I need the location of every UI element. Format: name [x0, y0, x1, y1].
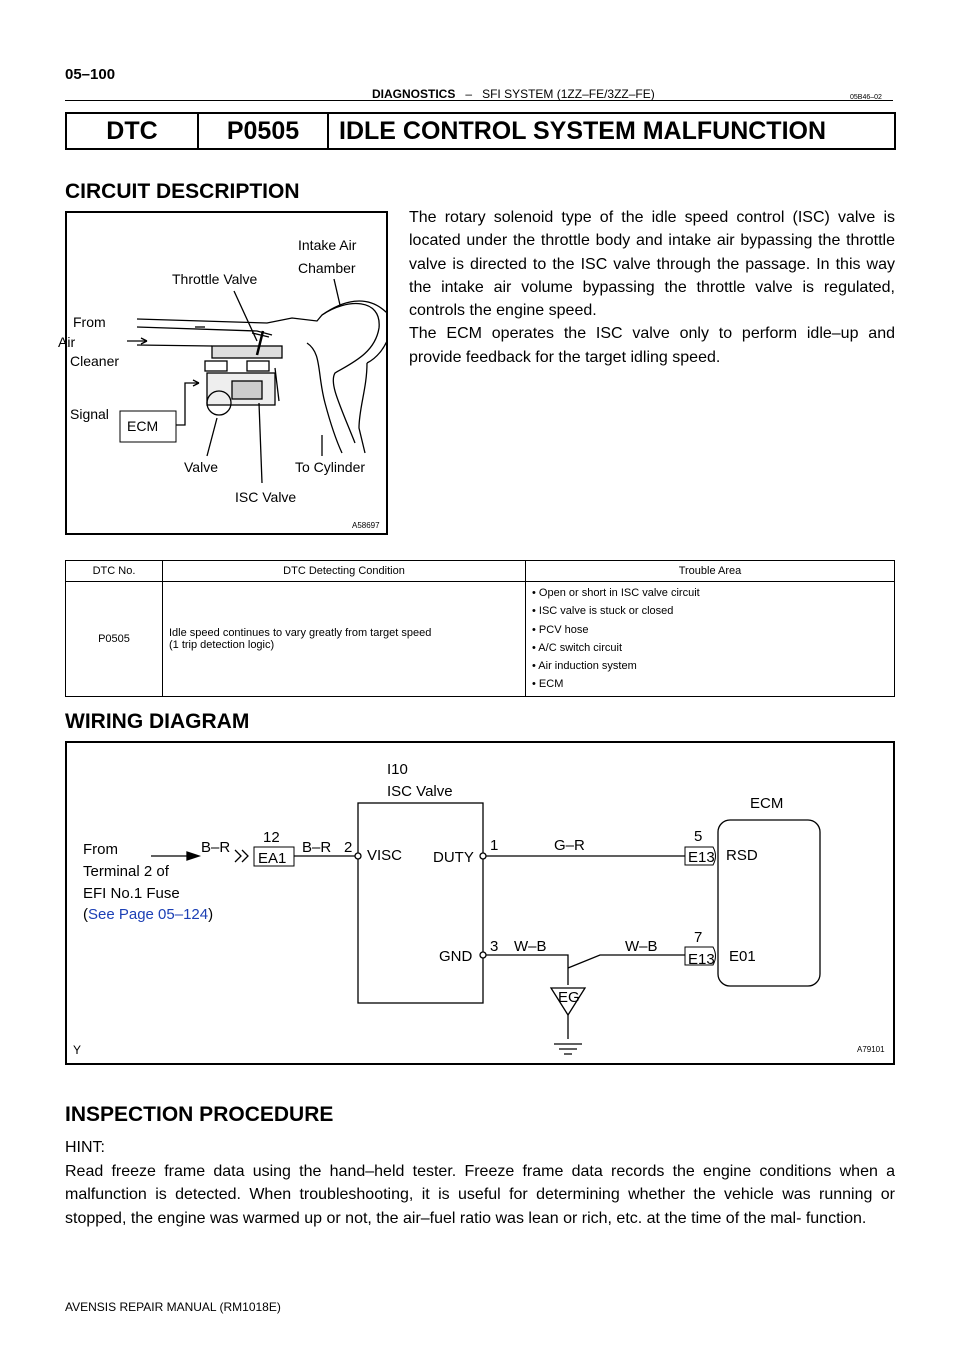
col-condition: DTC Detecting Condition — [163, 561, 526, 582]
description-paragraph-1: The rotary solenoid type of the idle speed control (ISC) valve is located under the throttle body and intake air bypassing the throttle valve is directed to the ISC valve through the passage. In this way the intake air volume bypassing the throttle valve is regulated, controls the engine speed. — [409, 209, 895, 320]
terminal-visc: VISC — [367, 847, 403, 864]
connector-e13-a: E13 — [688, 849, 715, 866]
label-air: Air — [58, 334, 76, 350]
label-from: From — [73, 314, 106, 330]
wiring-diagram-figure — [65, 741, 895, 1065]
running-header — [372, 87, 655, 101]
table-header-row — [66, 561, 895, 582]
trouble-area-item: • Air induction system — [532, 660, 637, 673]
source-terminal: Terminal 2 of — [83, 863, 169, 880]
wiring-figure-id: A79101 — [857, 1045, 885, 1054]
terminal-rsd: RSD — [726, 847, 758, 864]
dtc-label: DTC — [67, 114, 199, 148]
dtc-code: P0505 — [199, 114, 329, 148]
dtc-title-bar — [65, 112, 896, 150]
wire-color-gr: G–R — [554, 837, 585, 854]
trouble-area-item: • PCV hose — [532, 623, 589, 636]
condition-line-2: (1 trip detection logic) — [169, 638, 275, 651]
pin-1: 1 — [490, 837, 499, 854]
label-throttle-valve: Throttle Valve — [172, 271, 258, 287]
header-section: DIAGNOSTICS — [372, 87, 456, 101]
circuit-description-text — [409, 206, 895, 369]
pin-3: 3 — [490, 938, 499, 955]
connector-i10: I10 — [387, 761, 408, 778]
paren-close: ) — [208, 906, 214, 923]
terminal-duty: DUTY — [433, 849, 474, 866]
terminal-e01: E01 — [729, 948, 756, 965]
wiring-diagram-heading: WIRING DIAGRAM — [65, 710, 250, 733]
trouble-area-item: • ISC valve is stuck or closed — [532, 605, 674, 618]
pin-12: 12 — [263, 829, 280, 846]
dtc-title: IDLE CONTROL SYSTEM MALFUNCTION — [339, 116, 827, 145]
source-from: From — [83, 841, 118, 858]
label-cleaner: Cleaner — [70, 353, 120, 369]
trouble-area-item: • ECM — [532, 678, 564, 691]
ground-eg: EG — [558, 989, 580, 1006]
label-valve: Valve — [184, 459, 218, 475]
header-separator: – — [465, 87, 473, 101]
pin-7: 7 — [694, 929, 703, 946]
wiring-schematic — [67, 743, 893, 1063]
pin-2: 2 — [344, 839, 353, 856]
page-number: 05–100 — [65, 66, 116, 83]
wire-color-wb-2: W–B — [625, 938, 658, 955]
component-isc-valve: ISC Valve — [387, 783, 453, 800]
inspection-text: Read freeze frame data using the hand–held tester. Freeze frame data records the engine conditions when a malfunction is detected. When troubleshooting, it is useful for determining whether the vehicle was running or stopped, the engine was warmed up or not, the air–fuel ratio was lean or rich, etc. at the time of the mal- function. — [65, 1163, 895, 1227]
see-page-link[interactable]: See Page 05–124 — [88, 906, 209, 923]
condition-line-1: Idle speed continues to vary greatly from target speed — [169, 626, 432, 639]
figure-id: A58697 — [352, 521, 380, 530]
paren-open: ( — [83, 906, 88, 923]
col-trouble-area: Trouble Area — [526, 561, 895, 582]
col-dtc-no: DTC No. — [66, 561, 163, 582]
condition-cell — [163, 582, 526, 697]
wiring-y-mark: Y — [73, 1043, 82, 1057]
description-paragraph-2: The ECM operates the ISC valve only to perform idle–up and provide feedback for the target idling speed. — [409, 325, 895, 366]
terminal-gnd: GND — [439, 948, 473, 965]
label-to-cylinder: To Cylinder — [295, 459, 366, 475]
label-intake-air: Intake Air — [298, 237, 357, 253]
connector-e13-b: E13 — [688, 951, 715, 968]
connector-ea1: EA1 — [258, 850, 287, 867]
circuit-description-heading: CIRCUIT DESCRIPTION — [65, 180, 300, 203]
trouble-area-cell — [526, 582, 895, 697]
label-chamber: Chamber — [298, 260, 356, 276]
label-signal: Signal — [70, 406, 109, 422]
pin-5: 5 — [694, 828, 703, 845]
trouble-area-item: • A/C switch circuit — [532, 641, 623, 654]
dtc-no-cell: P0505 — [66, 582, 163, 697]
label-ecm: ECM — [127, 418, 159, 434]
inspection-procedure-heading: INSPECTION PROCEDURE — [65, 1103, 334, 1126]
wire-color-br-1: B–R — [201, 839, 231, 856]
hint-label: HINT: — [65, 1139, 105, 1156]
isc-valve-figure — [58, 211, 388, 535]
doc-id: 05B46–02 — [850, 94, 882, 101]
trouble-area-item: • Open or short in ISC valve circuit — [532, 587, 700, 599]
header-rule — [65, 100, 893, 101]
dtc-table — [65, 560, 895, 697]
table-row — [66, 582, 895, 697]
wire-color-wb-1: W–B — [514, 938, 547, 955]
wire-color-br-2: B–R — [302, 839, 332, 856]
header-subsection: SFI SYSTEM (1ZZ–FE/3ZZ–FE) — [482, 87, 655, 101]
source-fuse: EFI No.1 Fuse — [83, 885, 180, 902]
see-page-reference — [83, 906, 213, 923]
footer: AVENSIS REPAIR MANUAL (RM1018E) — [65, 1300, 281, 1314]
component-ecm: ECM — [750, 795, 784, 812]
label-isc-valve: ISC Valve — [235, 489, 297, 505]
